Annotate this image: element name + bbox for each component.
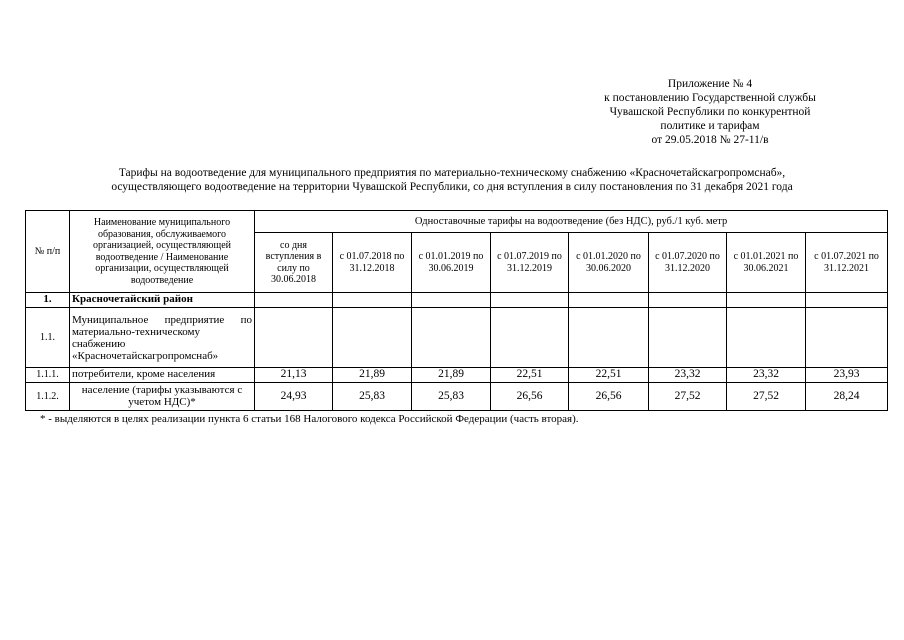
- tariff-value: [649, 308, 727, 368]
- header-organization: Наименование муниципального образования, обслуживаемого организацией, осуществляющей водоотведение / Наименование организации, осуществляющей водоотведение: [70, 211, 255, 293]
- row-name: потребители, кроме населения: [70, 368, 255, 383]
- tariff-value: [412, 308, 491, 368]
- table-row: [26, 383, 888, 411]
- tariff-value: 26,56: [569, 383, 649, 411]
- tariff-value: [569, 293, 649, 308]
- appendix-reference: [560, 77, 860, 147]
- header-period: со дня вступления в силу по 30.06.2018: [255, 233, 333, 293]
- row-number: 1.1.1.: [26, 368, 70, 383]
- header-period: с 01.01.2020 по 30.06.2020: [569, 233, 649, 293]
- tariff-value: 26,56: [491, 383, 569, 411]
- appendix-line: к постановлению Государственной службы: [604, 92, 816, 104]
- tariff-value: [569, 308, 649, 368]
- appendix-line: политике и тарифам: [660, 120, 760, 132]
- tariff-value: [412, 293, 491, 308]
- tariff-value: [333, 293, 412, 308]
- header-number: № п/п: [26, 211, 70, 293]
- header-period: с 01.01.2021 по 30.06.2021: [727, 233, 806, 293]
- header-tariff-group: Одноставочные тарифы на водоотведение (без НДС), руб./1 куб. метр: [255, 211, 888, 233]
- header-period: с 01.07.2019 по 31.12.2019: [491, 233, 569, 293]
- tariff-value: 21,13: [255, 368, 333, 383]
- header-period: с 01.07.2020 по 31.12.2020: [649, 233, 727, 293]
- tariff-table: [25, 210, 888, 411]
- tariff-value: 21,89: [333, 368, 412, 383]
- appendix-date: от 29.05.2018 № 27-11/в: [651, 134, 769, 146]
- tariff-value: 25,83: [333, 383, 412, 411]
- tariff-value: 22,51: [569, 368, 649, 383]
- tariff-value: 23,93: [806, 368, 888, 383]
- tariff-value: [727, 293, 806, 308]
- tariff-value: [491, 293, 569, 308]
- table-row: [26, 308, 888, 368]
- footnote: * - выделяются в целях реализации пункта 6 статьи 168 Налогового кодекса Российской Федерации (часть вторая).: [40, 413, 579, 425]
- title-line: осуществляющего водоотведение на территории Чувашской Республики, со дня вступления в силу постановления по 31 декабря 2021 года: [111, 181, 793, 193]
- row-number: 1.1.2.: [26, 383, 70, 411]
- appendix-line: Чувашской Республики по конкурентной: [609, 106, 811, 118]
- tariff-value: 25,83: [412, 383, 491, 411]
- tariff-value: [806, 308, 888, 368]
- appendix-number: Приложение № 4: [667, 78, 753, 90]
- tariff-value: [806, 293, 888, 308]
- row-name: Красночетайский район: [70, 293, 255, 308]
- header-period: с 01.07.2018 по 31.12.2018: [333, 233, 412, 293]
- document-title: [40, 166, 864, 194]
- header-period: с 01.07.2021 по 31.12.2021: [806, 233, 888, 293]
- tariff-value: [727, 308, 806, 368]
- tariff-value: [491, 308, 569, 368]
- tariff-value: [649, 293, 727, 308]
- header-period: с 01.01.2019 по 30.06.2019: [412, 233, 491, 293]
- tariff-value: 28,24: [806, 383, 888, 411]
- tariff-value: 23,32: [649, 368, 727, 383]
- tariff-value: 21,89: [412, 368, 491, 383]
- table-row: [26, 293, 888, 308]
- tariff-value: [255, 293, 333, 308]
- row-number: 1.1.: [26, 308, 70, 368]
- row-name: Муниципальное предприятие по материально-техническому снабжению «Красночетайскагропромснаб»: [70, 308, 255, 368]
- row-name: население (тарифы указываются с учетом НДС)*: [70, 383, 255, 411]
- tariff-value: 23,32: [727, 368, 806, 383]
- tariff-value: [255, 308, 333, 368]
- title-line: Тарифы на водоотведение для муниципального предприятия по материально-техническому снабжению «Красночетайскагропромснаб»,: [118, 167, 786, 179]
- tariff-value: 22,51: [491, 368, 569, 383]
- tariff-value: [333, 308, 412, 368]
- tariff-value: 27,52: [649, 383, 727, 411]
- table-row: [26, 368, 888, 383]
- row-number: 1.: [26, 293, 70, 308]
- tariff-value: 24,93: [255, 383, 333, 411]
- tariff-value: 27,52: [727, 383, 806, 411]
